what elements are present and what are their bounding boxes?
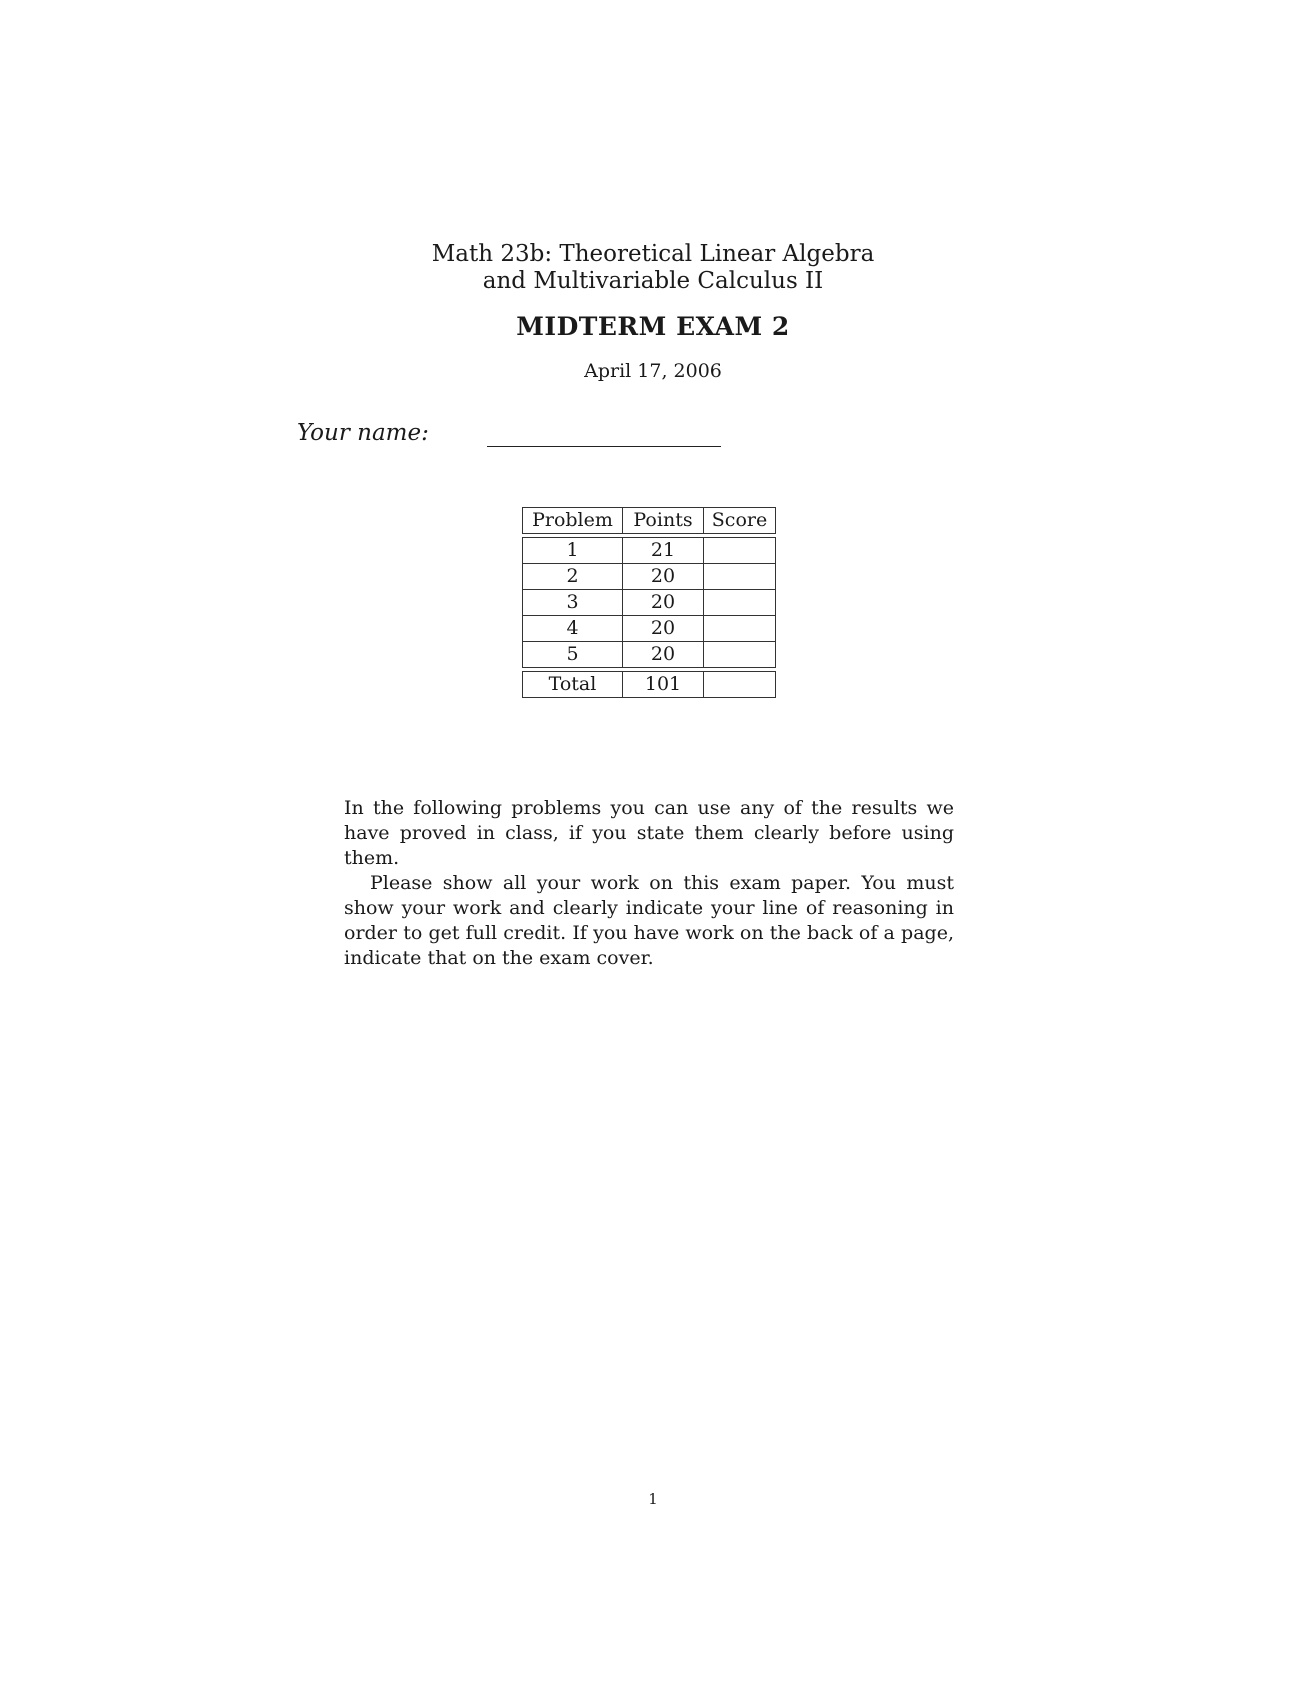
- instructions-paragraph-1: In the following problems you can use any of the results we have proved in class, if you state them clearly before using them.: [344, 797, 954, 869]
- instructions: [344, 796, 954, 971]
- table-total-row: [522, 671, 776, 698]
- table-row: [522, 537, 776, 563]
- problem-score-cell[interactable]: [703, 641, 776, 668]
- header-score: Score: [703, 507, 776, 534]
- problem-number: 2: [522, 563, 622, 589]
- problem-points: 20: [622, 641, 703, 668]
- problem-points: 20: [622, 563, 703, 589]
- course-title-line-1: Math 23b: Theoretical Linear Algebra: [431, 241, 875, 267]
- problem-score-cell[interactable]: [703, 537, 776, 563]
- course-title: [0, 241, 1306, 295]
- total-score-cell[interactable]: [703, 671, 776, 698]
- problem-points: 20: [622, 589, 703, 615]
- table-row: [522, 641, 776, 668]
- name-label: Your name:: [297, 420, 429, 446]
- problem-points: 20: [622, 615, 703, 641]
- header-points: Points: [622, 507, 703, 534]
- score-table: [522, 507, 776, 698]
- table-row: [522, 563, 776, 589]
- exam-title: MIDTERM EXAM 2: [516, 312, 790, 341]
- total-points: 101: [622, 671, 703, 698]
- table-header-row: [522, 507, 776, 534]
- total-label: Total: [522, 671, 622, 698]
- problem-points: 21: [622, 537, 703, 563]
- problem-score-cell[interactable]: [703, 615, 776, 641]
- table-row: [522, 615, 776, 641]
- header-problem: Problem: [522, 507, 622, 534]
- table-row: [522, 589, 776, 615]
- problem-number: 3: [522, 589, 622, 615]
- course-title-line-2: and Multivariable Calculus II: [482, 268, 824, 294]
- page-number: 1: [648, 1490, 658, 1508]
- problem-number: 4: [522, 615, 622, 641]
- problem-number: 5: [522, 641, 622, 668]
- exam-date: April 17, 2006: [584, 360, 722, 382]
- problem-number: 1: [522, 537, 622, 563]
- instructions-paragraph-2: Please show all your work on this exam paper. You must show your work and clearly indicate your line of reasoning in order to get full credit. If you have work on the back of a page, indicate that on the exam cover.: [344, 872, 954, 969]
- name-field[interactable]: [487, 446, 721, 447]
- problem-score-cell[interactable]: [703, 563, 776, 589]
- problem-score-cell[interactable]: [703, 589, 776, 615]
